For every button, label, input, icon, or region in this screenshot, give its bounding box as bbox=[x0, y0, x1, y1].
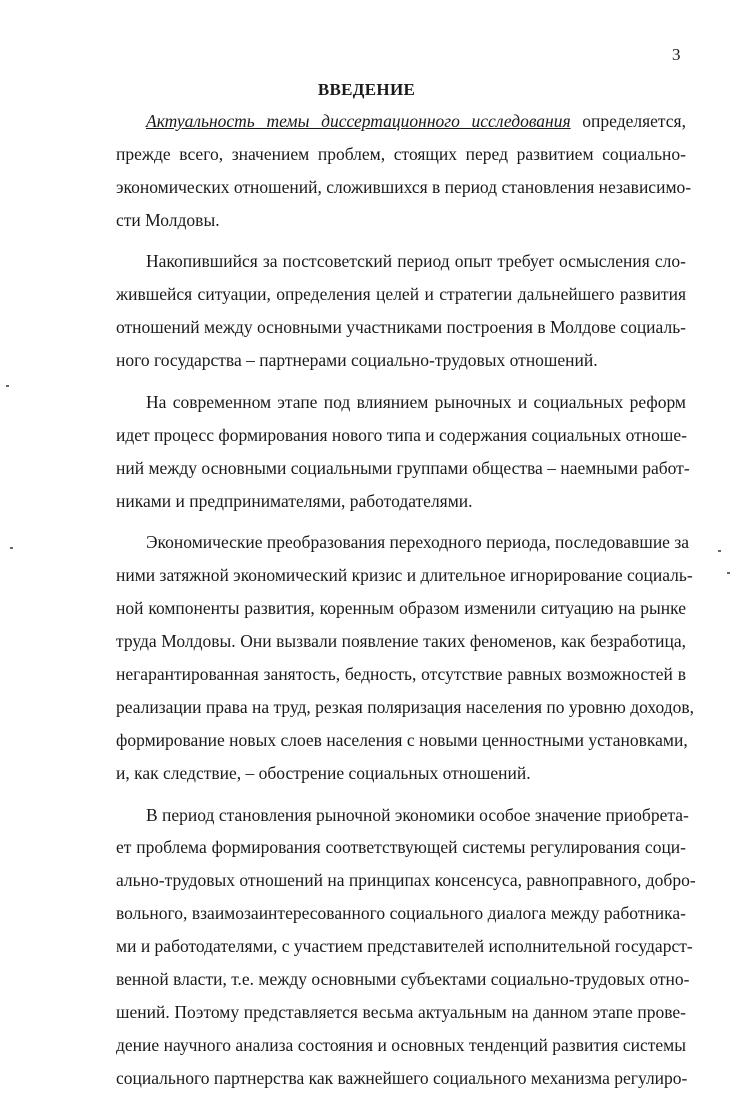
text-line: идет процесс формирования нового типа и содержания социальных отноше- bbox=[116, 424, 687, 445]
text-line: шений. Поэтому представляется весьма актуальным на данном этапе прове- bbox=[116, 1002, 686, 1023]
scan-speck bbox=[10, 547, 13, 549]
text-line: ного государства – партнерами социально-трудовых отношений. bbox=[116, 350, 598, 371]
text-line: вольного, взаимозаинтересованного социального диалога между работника- bbox=[116, 903, 686, 924]
text-line: дение научного анализа состояния и основных тенденций развития системы bbox=[116, 1035, 686, 1056]
text-line: реализации права на труд, резкая поляризация населения по уровню доходов, bbox=[116, 697, 695, 718]
text-line: ной компоненты развития, коренным образом изменили ситуацию на рынке bbox=[116, 598, 686, 619]
scan-speck bbox=[6, 385, 9, 387]
text-line: прежде всего, значением проблем, стоящих перед развитием социально- bbox=[116, 143, 686, 164]
text-line: жившейся ситуации, определения целей и стратегии дальнейшего развития bbox=[116, 284, 686, 305]
text-line: Экономические преобразования переходного периода, последовавшие за bbox=[146, 532, 690, 553]
page-number: 3 bbox=[672, 45, 681, 64]
text-line: Актуальность темы диссертационного исследования определяется, bbox=[146, 111, 686, 131]
text-line: негарантированная занятость, бедность, отсутствие равных возможностей в bbox=[116, 664, 686, 685]
lead-phrase: Актуальность темы диссертационного исследования bbox=[146, 111, 571, 131]
text-line: никами и предпринимателями, работодателями. bbox=[116, 490, 473, 511]
text-line: формирование новых слоев населения с новыми ценностными установками, bbox=[116, 729, 688, 750]
text-line: и, как следствие, – обострение социальных отношений. bbox=[116, 762, 531, 783]
text-line: ет проблема формирования соответствующей системы регулирования соци- bbox=[116, 837, 686, 858]
text-line: ми и работодателями, с участием представителей исполнительной государст- bbox=[116, 936, 693, 957]
page-title: ВВЕДЕНИЕ bbox=[317, 80, 416, 99]
text-line: На современном этапе под влиянием рыночных и социальных реформ bbox=[146, 391, 686, 412]
text-line: сти Молдовы. bbox=[116, 209, 220, 230]
scan-speck bbox=[718, 550, 721, 552]
text-line: ально-трудовых отношений на принципах консенсуса, равноправного, добро- bbox=[116, 870, 696, 891]
text-line: труда Молдовы. Они вызвали появление таких феноменов, как безработица, bbox=[116, 631, 686, 652]
scan-speck bbox=[727, 572, 730, 574]
text-line: венной власти, т.е. между основными субъектами социально-трудовых отно- bbox=[116, 969, 690, 990]
text-line: ний между основными социальными группами общества – наемными работ- bbox=[116, 457, 690, 478]
text-line: отношений между основными участниками построения в Молдове социаль- bbox=[116, 317, 687, 338]
text-line: Накопившийся за постсоветский период опыт требует осмысления сло- bbox=[146, 251, 686, 272]
text-line: социального партнерства как важнейшего социального механизма регулиро- bbox=[116, 1068, 688, 1088]
text-line: экономических отношений, сложившихся в период становления независимо- bbox=[116, 176, 692, 197]
text-line: В период становления рыночной экономики особое значение приобрета- bbox=[146, 804, 689, 825]
text-line: ними затяжной экономический кризис и длительное игнорирование социаль- bbox=[116, 565, 693, 586]
